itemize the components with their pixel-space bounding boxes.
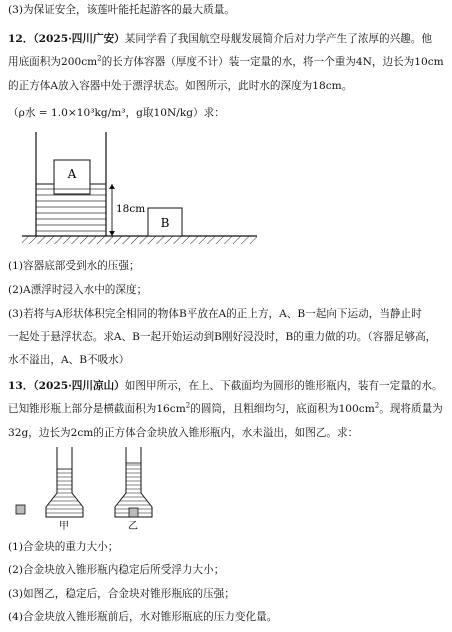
alloy-cube-outside: [16, 505, 25, 514]
q12-subq3-line1: (3)若将与A形状体积完全相同的物体B平放在A的正上方，A、B一起向下运动，当静止时: [8, 308, 422, 320]
q12-text1: 某同学看了我国航空母舰发展简介后对力学产生了浓厚的兴趣。他: [124, 33, 432, 45]
q13-stem-line2: 已知锥形瓶上部分是横截面积为$16cm^2$的圆筒，且粗细均匀，底面积为$100cm^2$。现将质量为: [8, 401, 443, 415]
q13-area1: 16cm: [156, 403, 186, 415]
label-yi: 乙: [128, 521, 138, 532]
q13-subq3: (3)如图乙，稳定后，合金块对锥形瓶底的压强；: [8, 588, 235, 600]
q12-subq2: (2)A漂浮时浸入水中的深度；: [8, 284, 148, 296]
q12-stem-line3: 的正方体A放入容器中处于漂浮状态。如图所示，此时水的深度为18cm。: [8, 80, 353, 92]
q12-stem-line1: [8, 32, 444, 46]
q12-constants: （ρ水 = 1.0×10³kg/m³，g取10N/kg）求：: [8, 107, 225, 119]
q13-text2c: 。现将质量为: [379, 403, 443, 415]
q13-subq1: (1)合金块的重力大小；: [8, 541, 119, 553]
depth-label: 18cm: [116, 203, 146, 215]
q12-subq3-line2: 一起处于悬浮状态。求A、B一起开始运动到B刚好浸没时，B的重力做的功。（容器足够高，: [8, 331, 437, 343]
label-b: B: [160, 216, 170, 230]
q13-stem-line3: 32g，边长为2cm的正方体合金块放入锥形瓶内，水未溢出，如图乙。求：: [8, 427, 359, 439]
q12-stem-line2: 用底面积为$200cm^2$的长方体容器（厚度不计）装一定量的水，将一个重为4N，边长为10cm: [8, 54, 444, 68]
q12-figure: [22, 132, 262, 248]
q13-text2a: 已知锥形瓶上部分是横截面积为: [8, 403, 157, 415]
q13-heading: 13．（2025·四川凉山）: [8, 380, 125, 392]
q13-figure: [12, 447, 172, 533]
label-a: A: [67, 167, 77, 181]
q12-area: 200cm: [60, 56, 98, 68]
alloy-cube-inside: [129, 508, 138, 517]
q13-text1: 如图甲所示，在上、下截面均为圆形的锥形瓶内，装有一定量的水。: [124, 380, 443, 392]
q12-subq3-line3: 水不溢出，A、B不吸水）: [8, 354, 130, 366]
ground-hatch: [22, 236, 257, 244]
q13-subq4: (4)合金块放入锥形瓶前后，水对锥形瓶底的压力变化量。: [8, 611, 278, 623]
label-jia: 甲: [59, 521, 69, 532]
block-a-submerged: [54, 184, 90, 194]
q13-text2b: 的圆筒，且粗细均匀，底面积为: [190, 403, 339, 415]
q13-stem-line1: [8, 379, 444, 393]
q11-subq3: (3)为保证安全，该莲叶能托起游客的最大质量。: [8, 4, 235, 16]
q12-heading: 12．（2025·四川广安）: [8, 33, 125, 45]
q13-subq2: (2)合金块放入锥形瓶内稳定后所受浮力大小；: [8, 564, 225, 576]
q13-area2: 100cm: [338, 403, 375, 415]
q12-subq1: (1)容器底部受到水的压强；: [8, 260, 140, 272]
q12-text2a: 用底面积为: [8, 56, 61, 68]
q12-text2b: 的长方体容器（厚度不计）装一定量的水，将一个重为4N，边长为10cm: [101, 56, 444, 68]
